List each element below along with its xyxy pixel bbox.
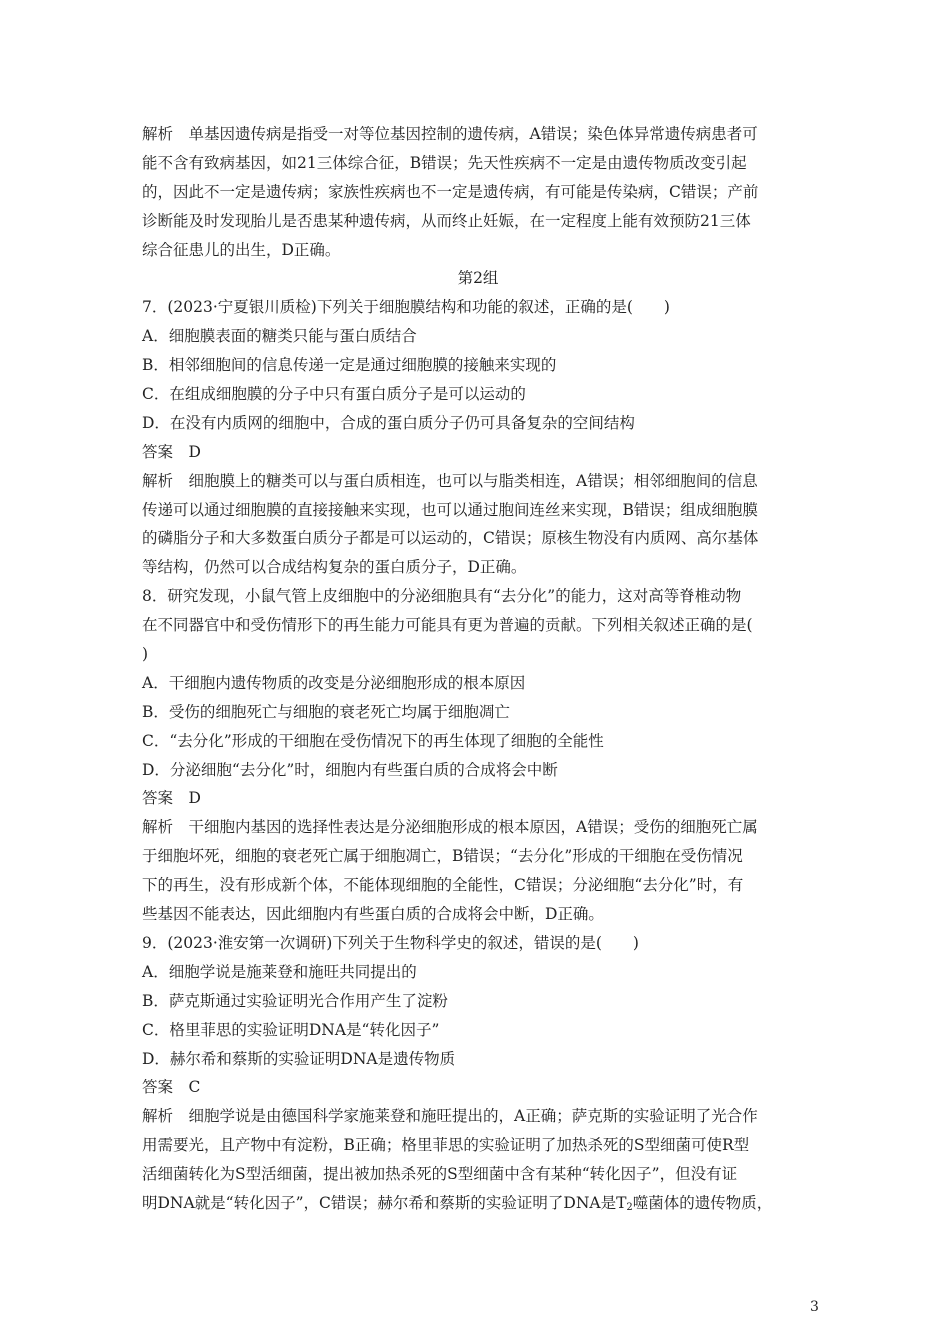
text-line: 下的再生，没有形成新个体，不能体现细胞的全能性，C错误；分泌细胞“去分化”时，有 — [142, 876, 744, 895]
page-number: 3 — [810, 1299, 819, 1315]
answer: 答案 C — [142, 1078, 201, 1097]
option-a: A．细胞膜表面的糖类只能与蛋白质结合 — [142, 327, 417, 346]
text-line: 能不含有致病基因，如21三体综合征，B错误；先天性疾病不一定是由遗传物质改变引起 — [142, 153, 747, 172]
text-line: 等结构，仍然可以合成结构复杂的蛋白质分子，D正确。 — [142, 558, 527, 577]
text-line: ) — [142, 645, 149, 664]
subscript: 2 — [626, 1201, 633, 1213]
text-line: 解析 单基因遗传病是指受一对等位基因控制的遗传病，A错误；染色体异常遗传病患者可 — [142, 125, 758, 143]
text-line: 些基因不能表达，因此细胞内有些蛋白质的合成将会中断，D正确。 — [142, 905, 604, 924]
question-8: 8．研究发现，小鼠气管上皮细胞中的分泌细胞具有“去分化”的能力，这对高等脊椎动物 — [142, 587, 742, 606]
question-7: 7．(2023·宁夏银川质检)下列关于细胞膜结构和功能的叙述，正确的是( ) — [142, 298, 670, 317]
text-line: 解析 干细胞内基因的选择性表达是分泌细胞形成的根本原因，A错误；受伤的细胞死亡属 — [142, 818, 758, 837]
text-line — [142, 1189, 814, 1218]
option-b: B．受伤的细胞死亡与细胞的衰老死亡均属于细胞凋亡 — [142, 702, 510, 721]
text-line: 解析 细胞膜上的糖类可以与蛋白质相连，也可以与脂类相连，A错误；相邻细胞间的信息 — [142, 471, 758, 490]
text-line: 用需要光，且产物中有淀粉，B正确；格里菲思的实验证明了加热杀死的S型细菌可使R型 — [142, 1136, 750, 1155]
text-line: 的磷脂分子和大多数蛋白质分子都是可以运动的，C错误；原核生物没有内质网、高尔基体 — [142, 529, 759, 548]
option-c: C．在组成细胞膜的分子中只有蛋白质分子是可以运动的 — [142, 385, 526, 404]
text-line: 于细胞坏死，细胞的衰老死亡属于细胞凋亡，B错误；“去分化”形成的干细胞在受伤情况 — [142, 847, 743, 866]
option-c: C．格里菲思的实验证明DNA是“转化因子” — [142, 1020, 440, 1039]
text-line: 诊断能及时发现胎儿是否患某种遗传病，从而终止妊娠，在一定程度上能有效预防21三体 — [142, 211, 751, 230]
text-line: 综合征患儿的出生，D正确。 — [142, 240, 341, 259]
option-b: B．萨克斯通过实验证明光合作用产生了淀粉 — [142, 991, 448, 1010]
text-line: 的，因此不一定是遗传病；家族性疾病也不一定是遗传病，有可能是传染病，C错误；产前 — [142, 182, 759, 201]
option-a: A．细胞学说是施莱登和施旺共同提出的 — [142, 962, 417, 981]
text-span: 噬菌体的遗传物质， — [632, 1193, 773, 1212]
text-span: 明DNA就是“转化因子”，C错误；赫尔希和蔡斯的实验证明了DNA是T — [142, 1193, 627, 1212]
text-line: 活细菌转化为S型活细菌，提出被加热杀死的S型细菌中含有某种“转化因子”，但没有证 — [142, 1165, 738, 1184]
section-heading: 第2组 — [457, 269, 499, 288]
option-d: D．分泌细胞“去分化”时，细胞内有些蛋白质的合成将会中断 — [142, 760, 558, 779]
text-line: 解析 细胞学说是由德国科学家施莱登和施旺提出的，A正确；萨克斯的实验证明了光合作 — [142, 1107, 758, 1126]
option-c: C．“去分化”形成的干细胞在受伤情况下的再生体现了细胞的全能性 — [142, 731, 604, 750]
question-9: 9．(2023·淮安第一次调研)下列关于生物科学史的叙述，错误的是( ) — [142, 933, 639, 952]
text-line: 传递可以通过细胞膜的直接接触来实现，也可以通过胞间连丝来实现，B错误；组成细胞膜 — [142, 500, 758, 519]
answer: 答案 D — [142, 442, 201, 461]
option-b: B．相邻细胞间的信息传递一定是通过细胞膜的接触来实现的 — [142, 356, 557, 375]
text-line: 在不同器官中和受伤情形下的再生能力可能具有更为普遍的贡献。下列相关叙述正确的是( — [142, 616, 753, 635]
option-d: D．赫尔希和蔡斯的实验证明DNA是遗传物质 — [142, 1049, 456, 1068]
document-body — [142, 120, 814, 1218]
answer: 答案 D — [142, 789, 201, 808]
option-a: A．干细胞内遗传物质的改变是分泌细胞形成的根本原因 — [142, 673, 526, 692]
option-d: D．在没有内质网的细胞中，合成的蛋白质分子仍可具备复杂的空间结构 — [142, 413, 635, 432]
